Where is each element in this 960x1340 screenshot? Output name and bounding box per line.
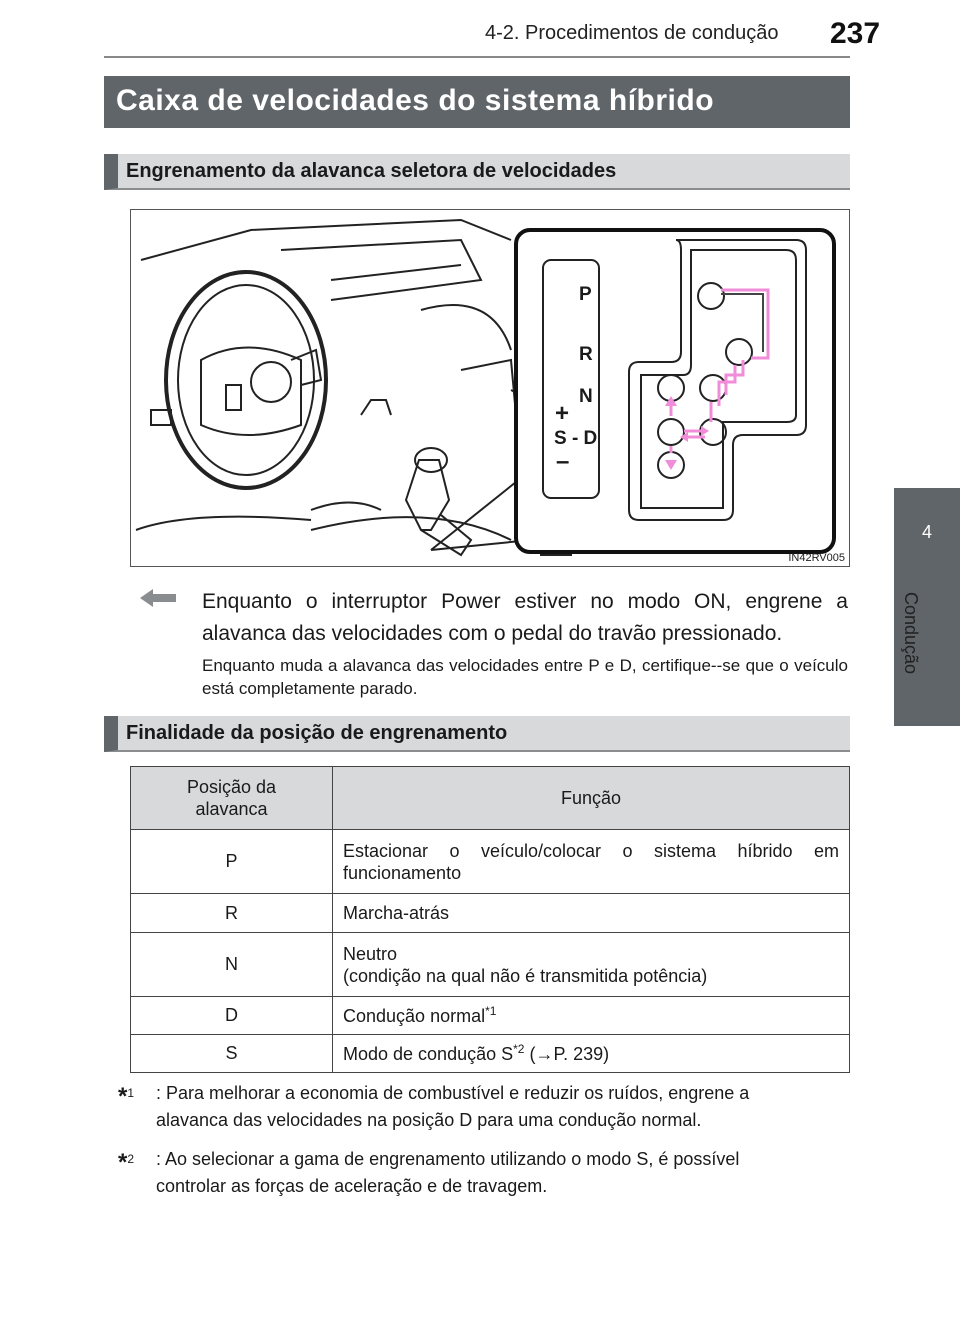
gate-label-minus: – <box>556 448 570 475</box>
left-arrow-icon <box>140 588 176 608</box>
function-detail: (condição na qual não é transmitida potência) <box>343 965 708 986</box>
gate-label-n: N <box>579 386 593 407</box>
chapter-name: Condução <box>901 592 921 675</box>
gate-label-s-d: S - D <box>554 428 598 449</box>
cockpit-drawing <box>131 210 850 567</box>
table-row <box>131 1035 850 1073</box>
section-heading-text: Engrenamento da alavanca seletora de velocidades <box>126 160 617 182</box>
function-text: Condução normal <box>343 1005 486 1026</box>
section-heading-shift-lever <box>104 154 850 190</box>
function-cell: Estacionar o veículo/colocar o sistema híbrido em funcionamento <box>333 830 850 894</box>
chapter-title: Caixa de velocidades do sistema híbrido <box>116 84 715 117</box>
table-row <box>131 830 850 894</box>
footnote-text: : Para melhorar a economia de combustível e reduzir os ruídos, engrene a <box>156 1083 750 1103</box>
instruction-text: Enquanto o interruptor Power estiver no modo ON, engrene a alavanca das velocidades com o pedal do travão pressionado. <box>202 590 848 645</box>
table-row <box>131 933 850 997</box>
function-cell <box>333 997 850 1035</box>
gate-label-p: P <box>579 284 592 305</box>
instruction-note: Enquanto muda a alavanca das velocidades entre P e D, certifique--se que o veículo está completamente parado. <box>202 656 848 698</box>
position-cell: R <box>131 894 333 933</box>
header-divider <box>104 56 850 58</box>
function-cell <box>333 1035 850 1073</box>
footnote-2 <box>118 1146 848 1200</box>
column-header-function: Função <box>333 767 850 830</box>
position-cell: N <box>131 933 333 997</box>
gate-label-plus: + <box>555 400 570 427</box>
chapter-number: 4 <box>921 522 932 542</box>
gate-label-r: R <box>579 344 593 365</box>
chapter-title-banner <box>104 76 850 128</box>
footnote-text: : Ao selecionar a gama de engrenamento utilizando o modo S, é possível <box>156 1149 740 1169</box>
page-reference: (→P. 239) <box>524 1043 610 1064</box>
footnote-ref: *1 <box>485 1003 497 1018</box>
running-header-section: 4-2. Procedimentos de condução <box>485 22 779 44</box>
function-cell: Marcha-atrás <box>333 894 850 933</box>
chapter-name-label <box>900 592 924 692</box>
footnote-text-continued: controlar as forças de aceleração e de travagem. <box>156 1176 548 1196</box>
footnote-marker: *$^1$ <box>118 1083 135 1110</box>
table-row <box>131 894 850 933</box>
shift-position-table <box>130 766 850 1073</box>
function-text: Neutro <box>343 943 398 964</box>
table-header-row <box>131 767 850 830</box>
shift-lever-illustration <box>130 209 850 567</box>
position-cell: S <box>131 1035 333 1073</box>
column-header-position: Posição da alavanca <box>131 767 333 830</box>
section-heading-position-purpose <box>104 716 850 752</box>
section-heading-text: Finalidade da posição de engrenamento <box>126 722 508 744</box>
function-text: Modo de condução S <box>343 1043 514 1064</box>
function-cell <box>333 933 850 997</box>
table-row <box>131 997 850 1035</box>
page-number: 237 <box>830 17 881 50</box>
footnote-ref: *2 <box>513 1041 525 1056</box>
footnote-marker: *$^2$ <box>118 1149 135 1176</box>
footnote-text-continued: alavanca das velocidades na posição D para uma condução normal. <box>156 1110 702 1130</box>
position-cell: D <box>131 997 333 1035</box>
position-cell: P <box>131 830 333 894</box>
figure-code: IN42RV005 <box>788 552 845 564</box>
footnote-1 <box>118 1080 848 1134</box>
